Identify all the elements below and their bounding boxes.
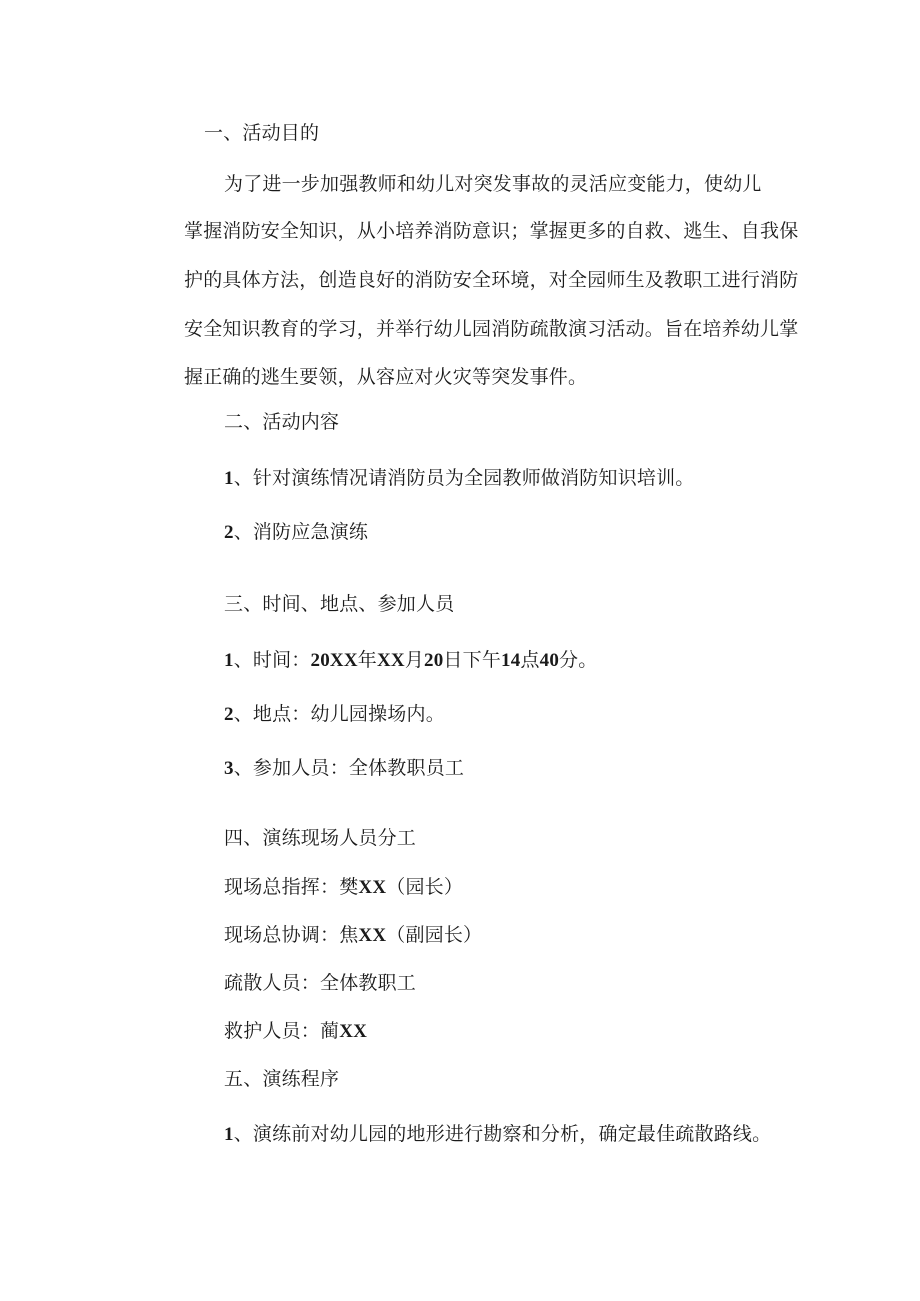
people-text: 、参加人员：全体教职员工 [233, 757, 465, 779]
time-t2: 月 [404, 649, 425, 671]
section4-commander [224, 875, 463, 900]
section2-item-2 [224, 520, 368, 545]
item-text: 、消防应急演练 [233, 521, 369, 543]
section1-para-line-1: 为了进一步加强教师和幼儿对突发事故的灵活应变能力，使幼儿 [224, 173, 762, 195]
section3-time [224, 648, 597, 673]
section1-para-line-2: 掌握消防安全知识，从小培养消防意识；掌握更多的自救、逃生、自我保 [184, 220, 799, 242]
section3-people [224, 756, 464, 781]
section5-heading: 五、演练程序 [224, 1068, 340, 1090]
coordinator-role: （副园长） [386, 924, 483, 946]
time-month: XX [376, 650, 405, 671]
section1-para-line-4: 安全知识教育的学习，并举行幼儿园消防疏散演习活动。旨在培养幼儿掌 [184, 318, 799, 340]
commander-name: XX [358, 877, 387, 898]
section4-heading: 四、演练现场人员分工 [224, 827, 417, 849]
section1-para-line-5: 握正确的逃生要领，从容应对火灾等突发事件。 [184, 366, 588, 388]
time-t3: 日下午 [443, 649, 502, 671]
section3-place [224, 702, 445, 727]
time-t4: 点 [520, 649, 540, 671]
section2-heading: 二、活动内容 [224, 411, 340, 433]
coordinator-name: XX [358, 925, 387, 946]
time-t1: 年 [357, 649, 377, 671]
time-label: 、时间： [233, 649, 311, 671]
time-hour: 14 [501, 650, 521, 671]
time-year: 20XX [310, 650, 358, 671]
section4-rescue [224, 1019, 367, 1044]
commander-label: 现场总指挥：樊 [224, 876, 359, 898]
item-number: 2 [224, 522, 234, 543]
section5-item-1 [224, 1122, 771, 1147]
place-text: 、地点：幼儿园操场内。 [233, 703, 445, 725]
time-minute: 40 [539, 650, 560, 671]
rescue-name: XX [339, 1021, 368, 1042]
item-number: 1 [224, 468, 234, 489]
time-day: 20 [424, 650, 444, 671]
rescue-label: 救护人员：蔺 [224, 1020, 340, 1042]
commander-role: （园长） [386, 876, 464, 898]
section4-evacuation: 疏散人员：全体教职工 [224, 972, 417, 994]
item-text: 、针对演练情况请消防员为全园教师做消防知识培训。 [233, 467, 695, 489]
time-number: 1 [224, 650, 234, 671]
section1-heading: 一、活动目的 [204, 122, 320, 144]
place-number: 2 [224, 704, 234, 725]
item-number: 1 [224, 1124, 234, 1145]
item-text: 、演练前对幼儿园的地形进行勘察和分析，确定最佳疏散路线。 [233, 1123, 772, 1145]
section1-para-line-3: 护的具体方法，创造良好的消防安全环境，对全园师生及教职工进行消防 [184, 269, 799, 291]
section4-coordinator [224, 923, 482, 948]
coordinator-label: 现场总协调：焦 [224, 924, 359, 946]
section3-heading: 三、时间、地点、参加人员 [224, 593, 455, 615]
time-t5: 分。 [559, 649, 598, 671]
people-number: 3 [224, 758, 234, 779]
section2-item-1 [224, 466, 695, 491]
